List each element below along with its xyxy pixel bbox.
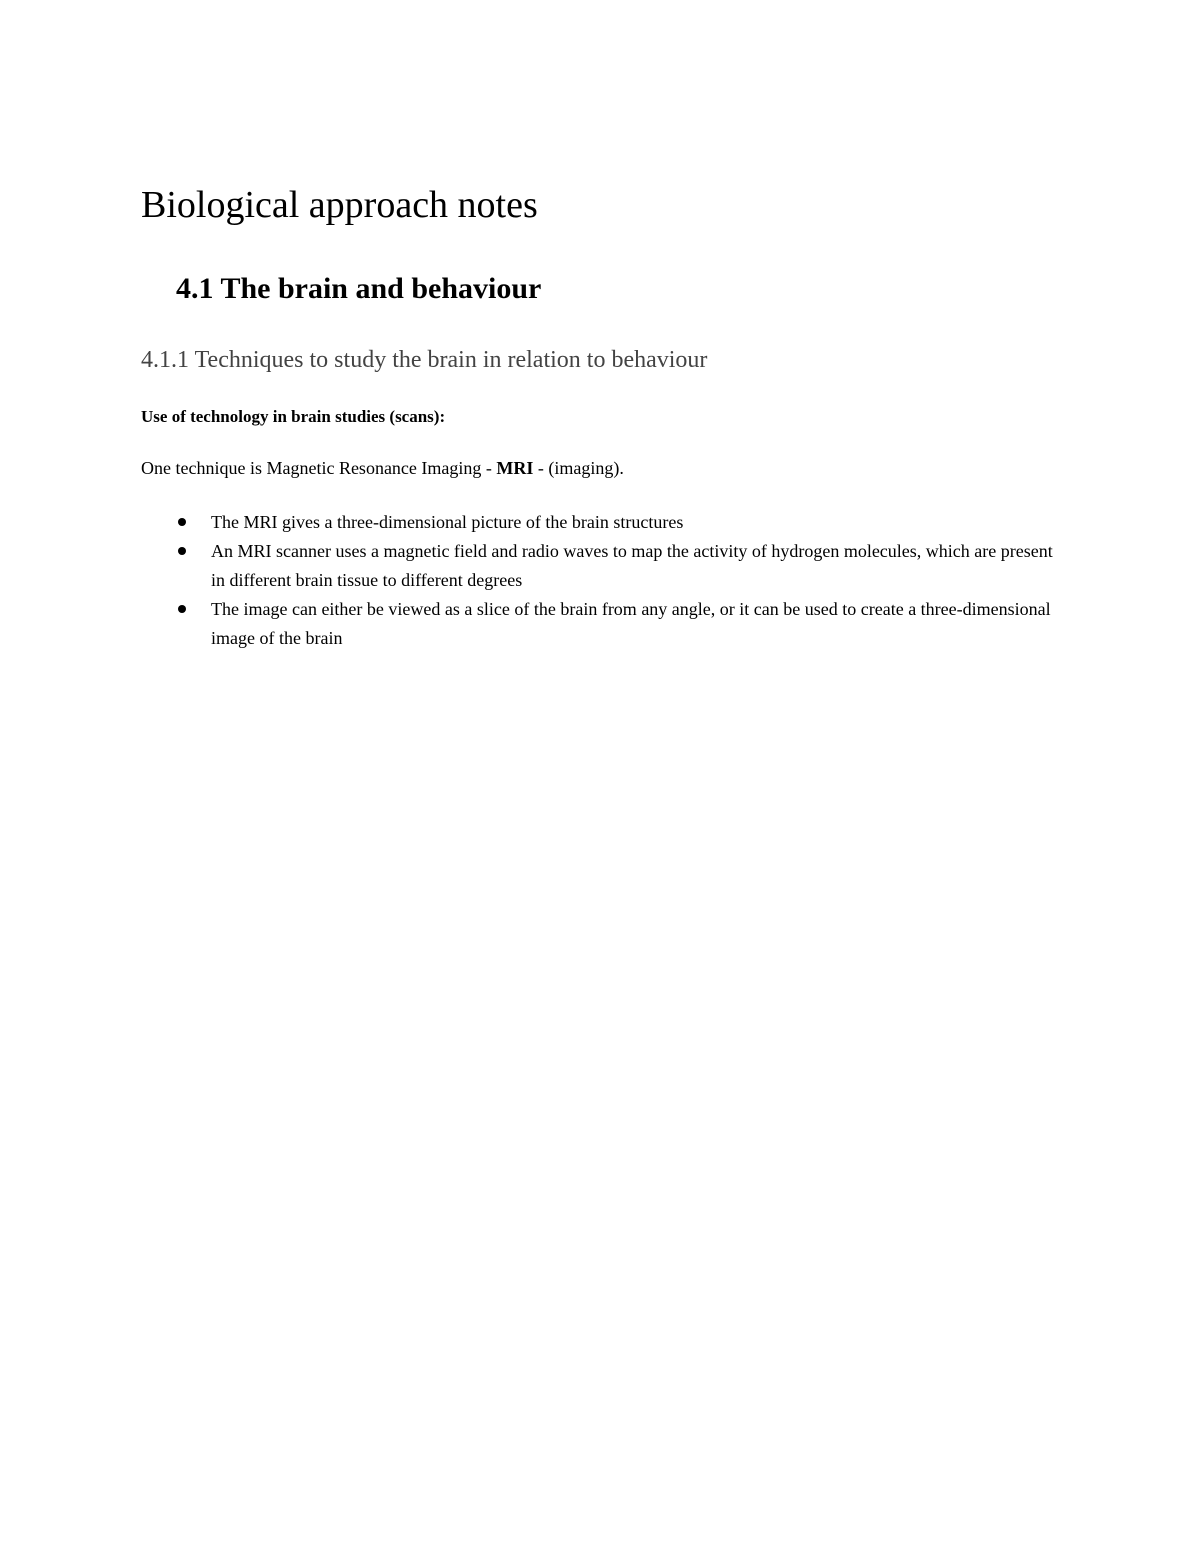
bullet-icon bbox=[178, 518, 186, 526]
list-item bbox=[0, 595, 1200, 653]
intro-text-after: - (imaging). bbox=[533, 458, 624, 478]
topic-heading: Use of technology in brain studies (scans): bbox=[141, 407, 446, 426]
list-item-text: An MRI scanner uses a magnetic field and radio waves to map the activity of hydrogen molecules, which are present in different brain tissue to different degrees bbox=[211, 541, 1053, 590]
list-item bbox=[0, 537, 1200, 595]
intro-paragraph bbox=[141, 456, 624, 480]
bullet-icon bbox=[178, 547, 186, 555]
bullet-list bbox=[0, 508, 1200, 653]
list-item-text: The image can either be viewed as a slice of the brain from any angle, or it can be used to create a three-dimensional image of the brain bbox=[211, 599, 1051, 648]
intro-text-bold: MRI bbox=[496, 458, 534, 478]
bullet-icon bbox=[178, 605, 186, 613]
list-item bbox=[0, 508, 1200, 537]
document-title: Biological approach notes bbox=[141, 184, 538, 226]
section-heading: 4.1 The brain and behaviour bbox=[176, 272, 542, 305]
intro-text-before: One technique is Magnetic Resonance Imaging - bbox=[141, 458, 497, 478]
subsection-heading: 4.1.1 Techniques to study the brain in relation to behaviour bbox=[141, 347, 708, 373]
list-item-text: The MRI gives a three-dimensional picture of the brain structures bbox=[211, 512, 684, 532]
